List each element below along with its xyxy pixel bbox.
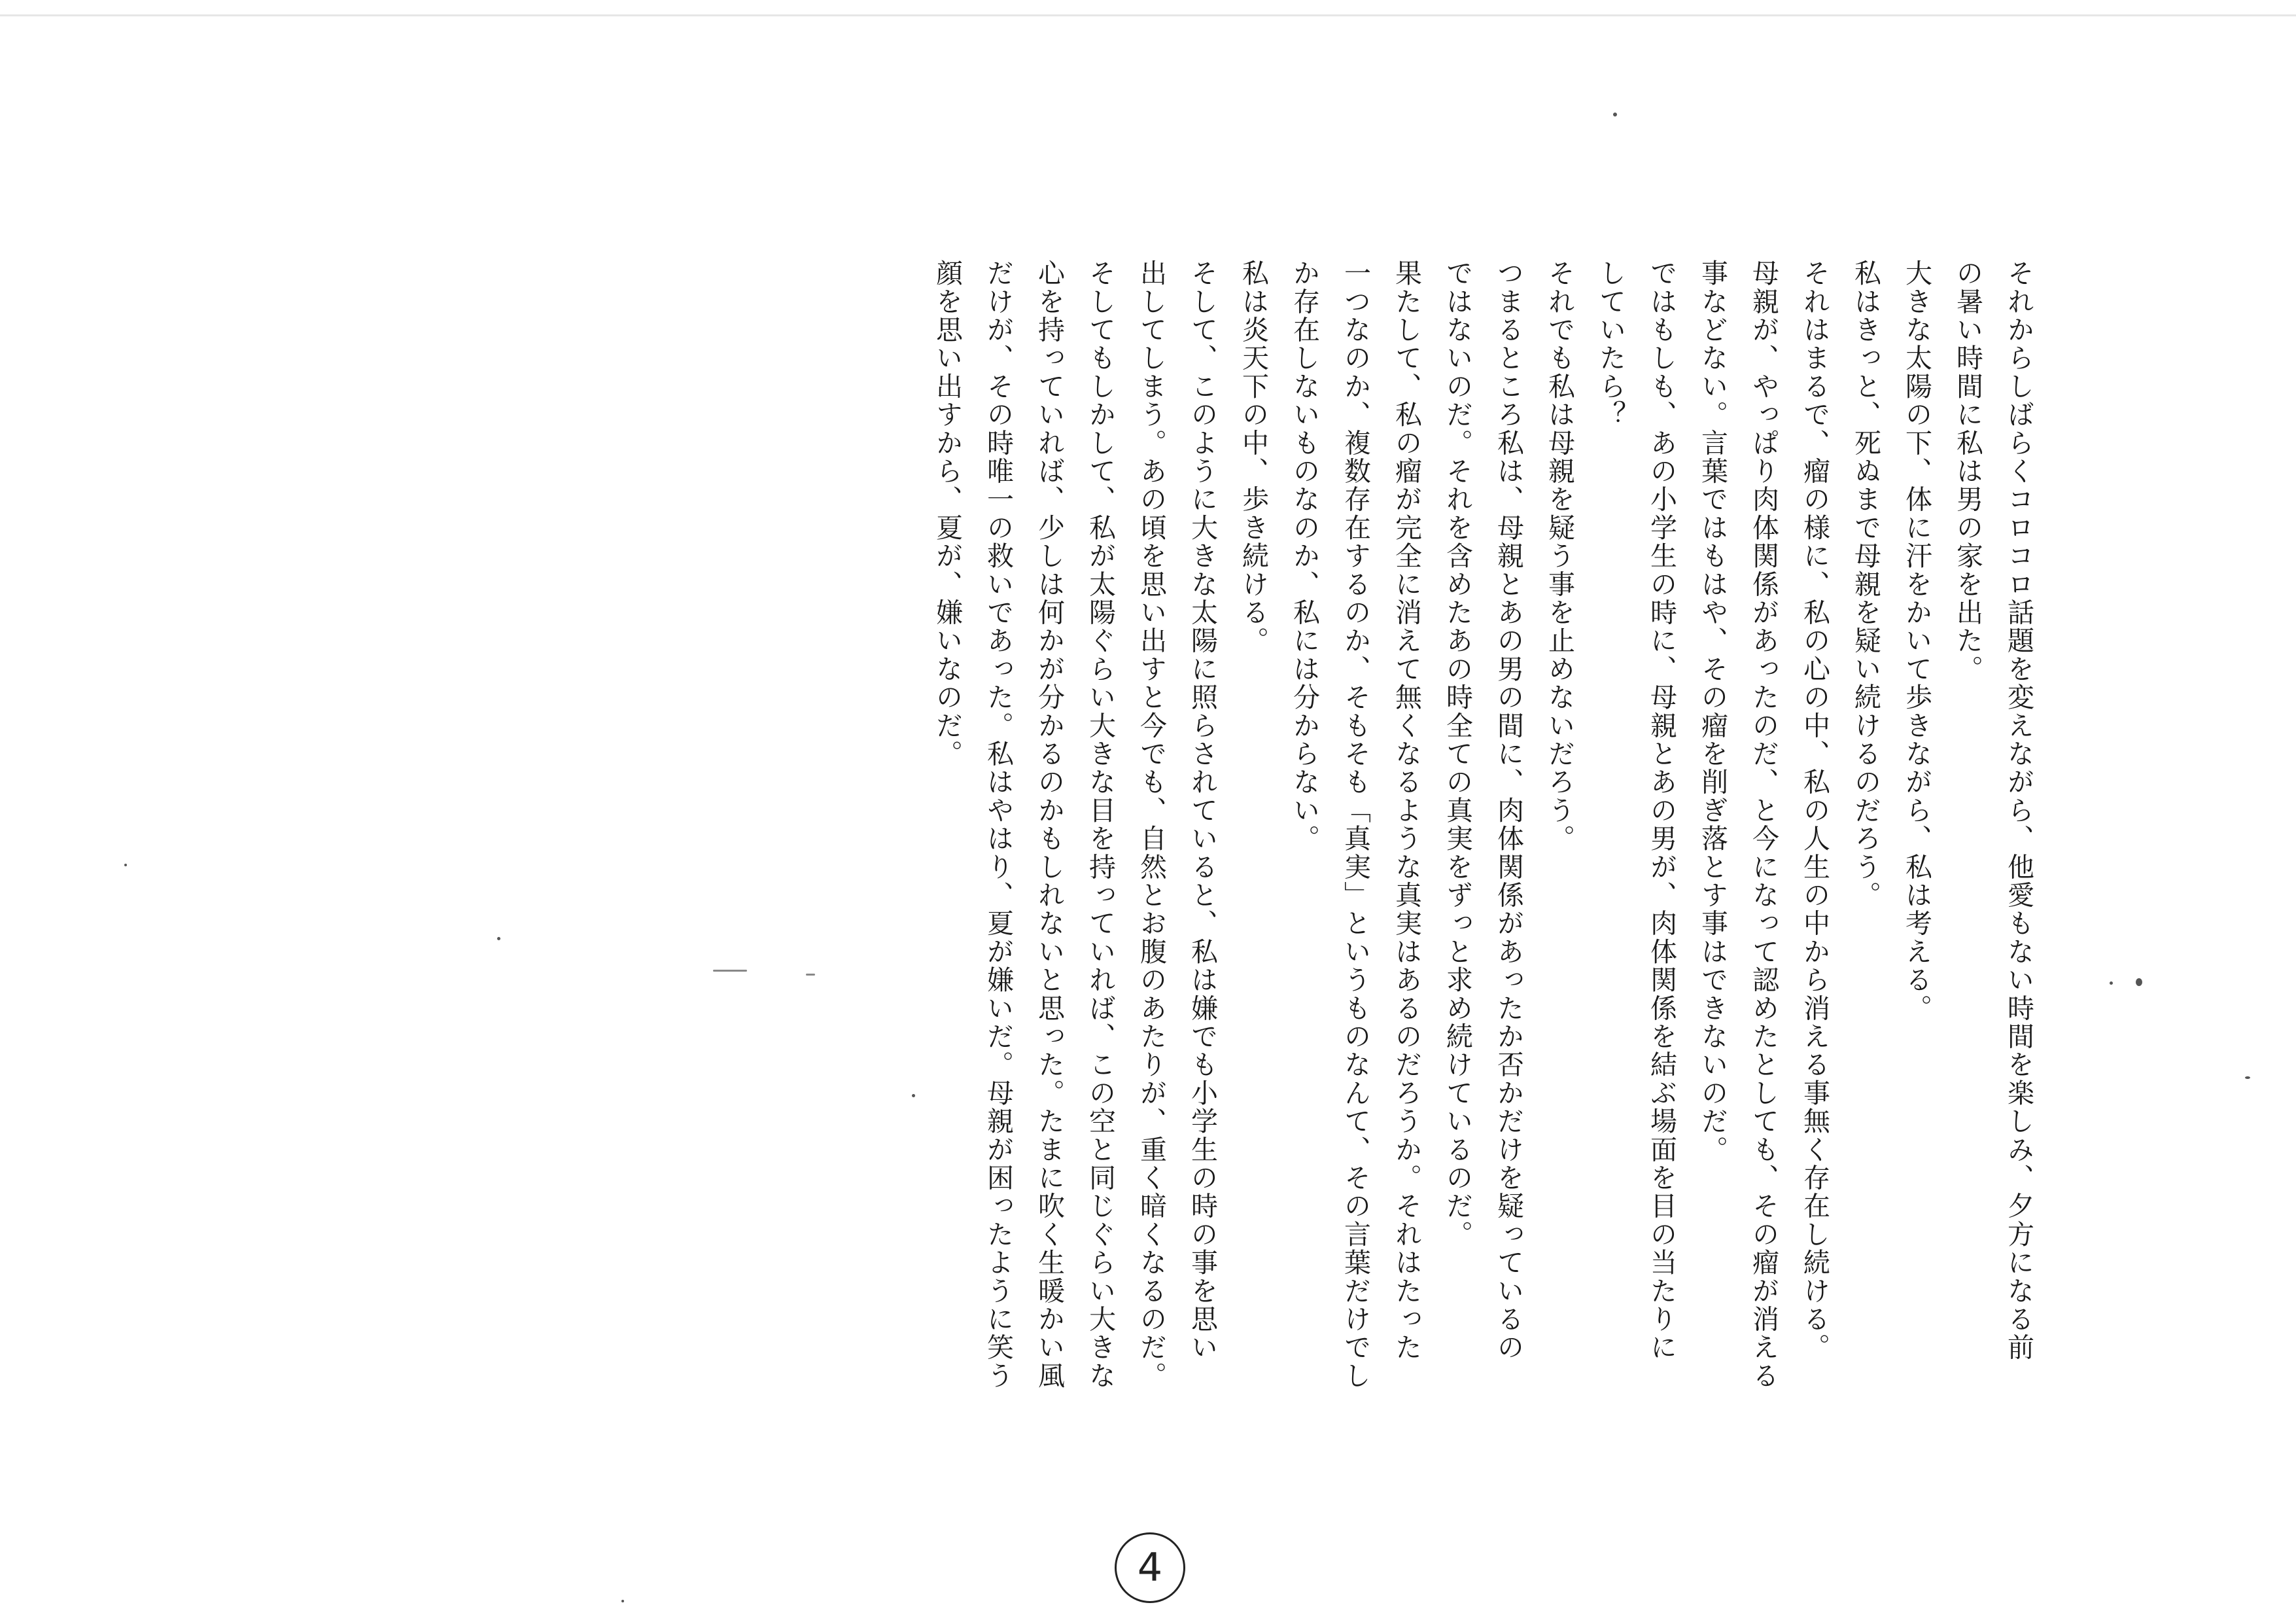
scan-speck <box>2245 1076 2250 1079</box>
text-line-12: ではないのだ。それを含めたあの時全ての真実をずっと求め続けているのだ。 <box>1442 259 1473 1248</box>
text-line-22: 顔を思い出すから、夏が、嫌いなのだ。 <box>931 259 963 768</box>
scan-speck <box>912 1094 915 1097</box>
text-line-8: ではもしも、あの小学生の時に、母親とあの男が、肉体関係を結ぶ場面を目の当たりに <box>1646 259 1677 1362</box>
scan-speck <box>806 974 815 976</box>
scan-top-edge <box>0 14 2296 16</box>
scan-speck <box>713 970 747 972</box>
text-line-19: そしてもしかして、私が太陽ぐらい大きな目を持っていれば、この空と同じぐらい大きな <box>1085 259 1116 1390</box>
text-line-21: だけが、その時唯一の救いであった。私はやはり、夏が嫌いだ。母親が困ったように笑う <box>983 259 1014 1390</box>
text-line-20: 心を持っていれば、少しは何かが分かるのかもしれないと思った。たまに吹く生暖かい風 <box>1034 259 1065 1390</box>
page-number: 4 <box>1137 1545 1163 1591</box>
scan-speck <box>2136 978 2142 986</box>
scan-speck <box>2110 981 2113 985</box>
text-line-1: それからしばらくコロコロ話題を変えながら、他愛もない時間を楽しみ、夕方になる前 <box>2003 259 2034 1362</box>
page-number-circle <box>1115 1532 1185 1603</box>
text-line-9: していたら？ <box>1595 259 1626 429</box>
scan-speck <box>497 937 500 940</box>
text-line-11: つまるところ私は、母親とあの男の間に、肉体関係があったか否かだけを疑っているの <box>1493 259 1524 1362</box>
text-line-6: 母親が、やっぱり肉体関係があったのだ、と今になって認めたとしても、その瘤が消える <box>1748 259 1779 1390</box>
scan-speck <box>621 1600 624 1602</box>
text-line-17: そして、このように大きな太陽に照らされていると、私は嫌でも小学生の時の事を思い <box>1187 259 1218 1362</box>
text-line-2: の暑い時間に私は男の家を出た。 <box>1952 259 1983 683</box>
text-line-4: 私はきっと、死ぬまで母親を疑い続けるのだろう。 <box>1850 259 1881 909</box>
text-line-16: 私は炎天下の中、歩き続ける。 <box>1238 259 1269 655</box>
text-line-3: 大きな太陽の下、体に汗をかいて歩きながら、私は考える。 <box>1901 259 1932 1023</box>
vertical-text-body <box>922 259 2044 1502</box>
text-line-13: 果たして、私の瘤が完全に消えて無くなるような真実はあるのだろうか。それはたった <box>1391 259 1422 1362</box>
text-line-15: か存在しないものなのか、私には分からない。 <box>1289 259 1320 853</box>
text-line-5: それはまるで、瘤の様に、私の心の中、私の人生の中から消える事無く存在し続ける。 <box>1799 259 1830 1362</box>
text-line-18: 出してしまう。あの頃を思い出すと今でも、自然とお腹のあたりが、重く暗くなるのだ。 <box>1136 259 1167 1390</box>
text-line-7: 事などない。言葉ではもはや、その瘤を削ぎ落とす事はできないのだ。 <box>1697 259 1728 1164</box>
scan-speck <box>1613 113 1617 116</box>
scan-speck <box>124 864 127 866</box>
text-line-10: それでも私は母親を疑う事を止めないだろう。 <box>1544 259 1575 853</box>
text-line-14: 一つなのか、複数存在するのか、そもそも「真実」というものなんて、その言葉だけでし <box>1340 259 1371 1390</box>
